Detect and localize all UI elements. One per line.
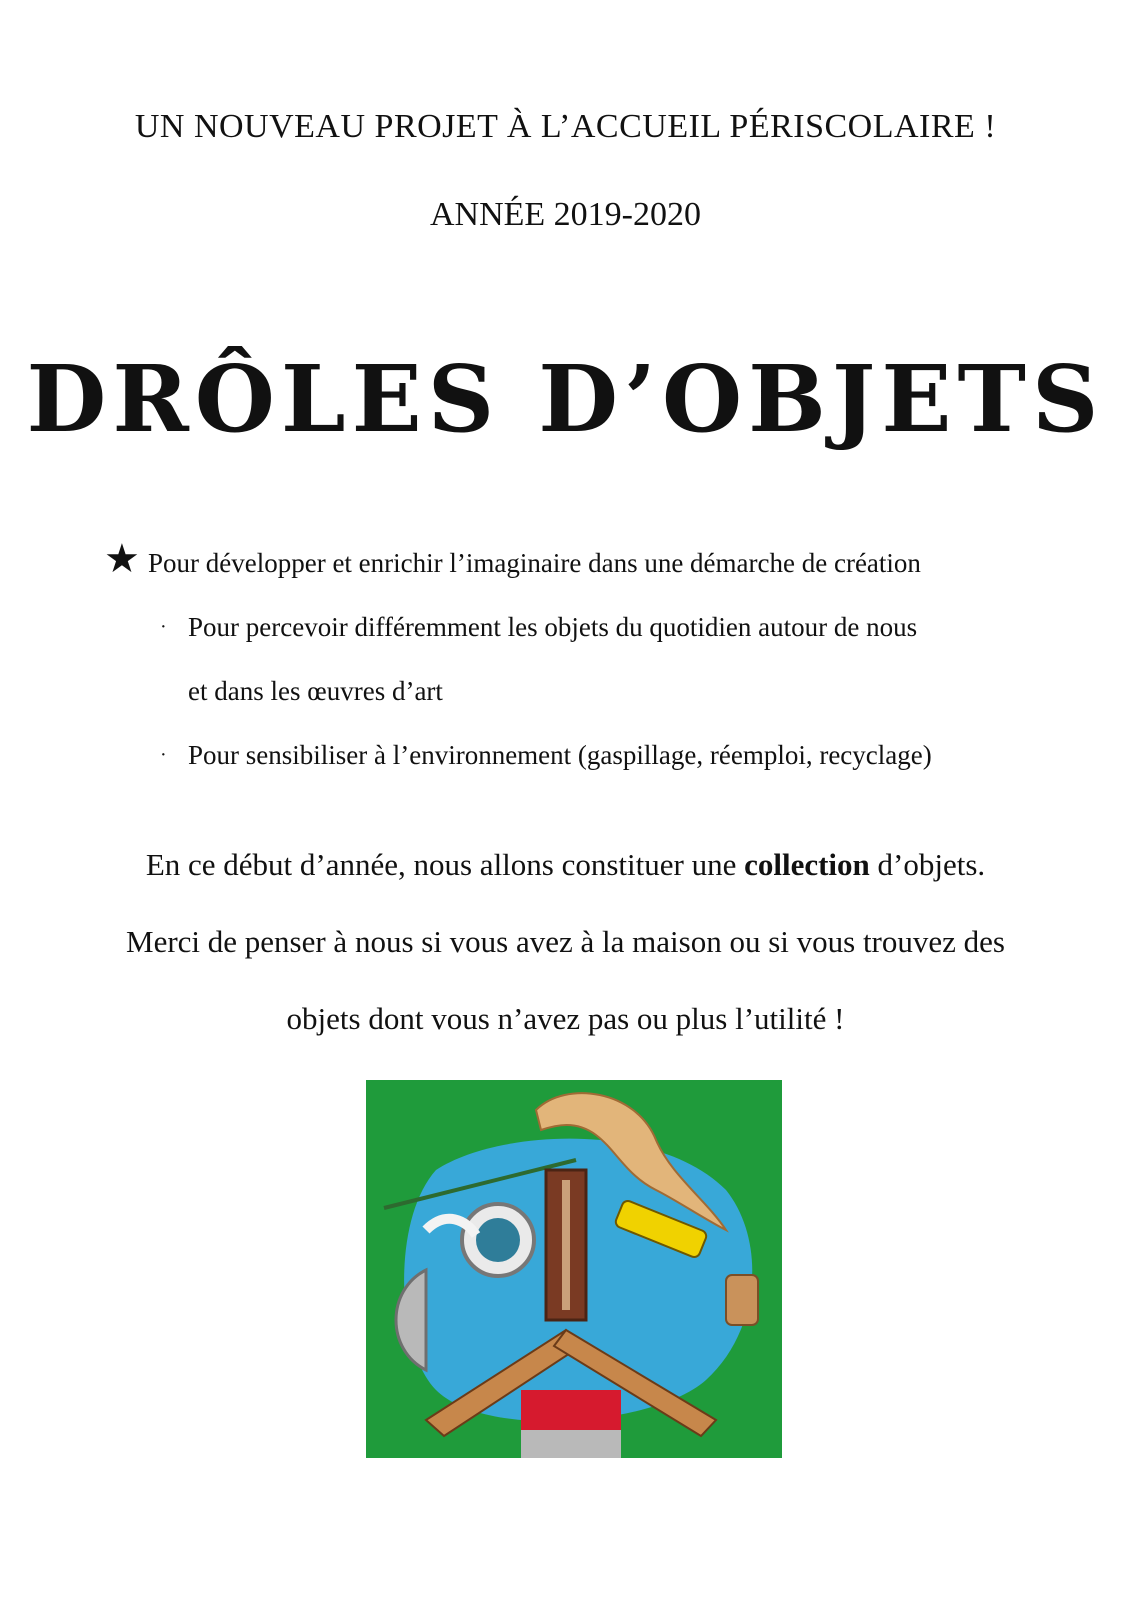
list-item-text: Pour développer et enrichir l’imaginaire dans une démarche de création — [148, 548, 921, 578]
header-line-1: UN NOUVEAU PROJET À L’ACCUEIL PÉRISCOLAIRE ! — [134, 108, 997, 145]
brush-ferrule — [521, 1430, 621, 1458]
list-item — [104, 737, 1004, 801]
objects-illustration — [366, 1080, 782, 1458]
tape-roll-center — [476, 1218, 520, 1262]
ruler-slot — [562, 1180, 570, 1310]
bullet-dot-icon: · — [160, 616, 167, 638]
list-item-text: Pour sensibiliser à l’environnement (gaspillage, réemploi, recyclage) — [188, 740, 932, 770]
list-item-continuation — [104, 673, 1004, 737]
list-item — [104, 536, 1004, 609]
bullet-dot-icon: · — [160, 744, 167, 766]
paragraph-line-2: Merci de penser à nous si vous avez à la maison ou si vous trouvez des — [126, 924, 1005, 959]
list-item — [104, 609, 1004, 673]
objects-illustration-svg — [366, 1080, 782, 1458]
list-item-text: Pour percevoir différemment les objets du quotidien autour de nous — [188, 612, 918, 642]
header-line-2: ANNÉE 2019-2020 — [429, 196, 702, 233]
paragraph-line-1 — [0, 845, 1131, 885]
list-item-text: et dans les œuvres d’art — [188, 676, 443, 706]
page-title: DRÔLES D’OBJETS — [26, 345, 1105, 453]
paragraph-text: En ce début d’année, nous allons constituer une — [145, 847, 745, 882]
paragraph-text: d’objets. — [869, 847, 986, 882]
paragraph-bold-text: collection — [744, 847, 870, 882]
stamp — [726, 1275, 758, 1325]
bullet-list — [104, 536, 1004, 801]
star-icon: ★ — [104, 536, 140, 581]
paragraph-line-3: objets dont vous n’avez pas ou plus l’utilité ! — [286, 1001, 845, 1036]
